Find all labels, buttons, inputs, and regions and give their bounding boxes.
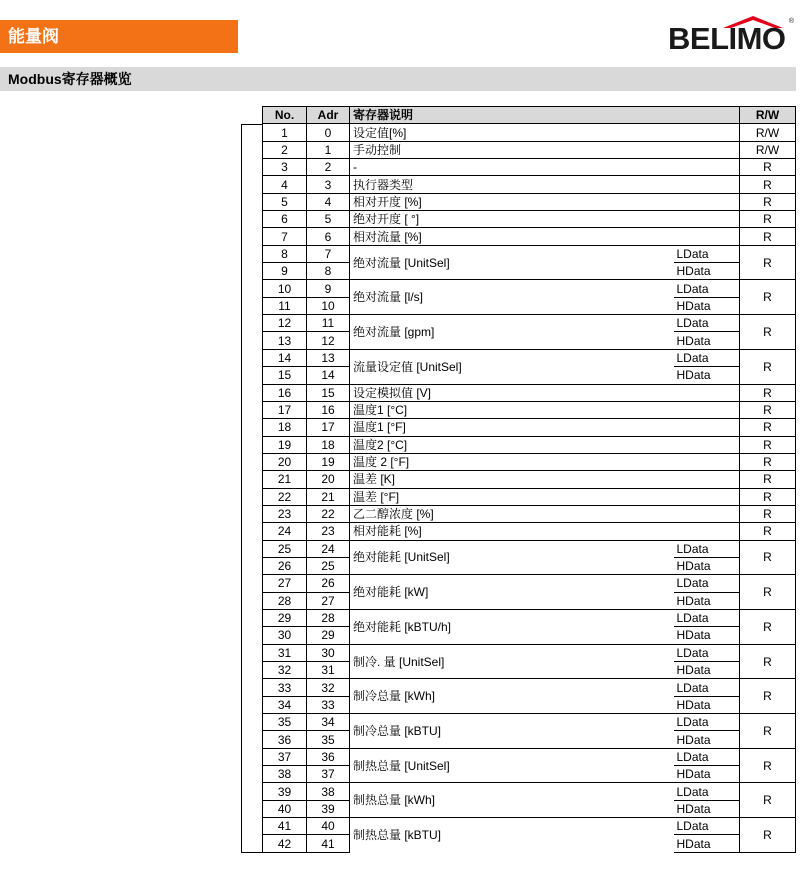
table-row: [263, 349, 796, 366]
access-mode: R: [740, 748, 796, 783]
register-number: 1: [263, 124, 307, 141]
register-number: 18: [263, 419, 307, 436]
table-row: [263, 436, 796, 453]
register-address: 15: [307, 384, 350, 401]
register-address: 12: [307, 332, 350, 349]
register-address: 28: [307, 609, 350, 626]
register-address: 7: [307, 245, 350, 262]
data-part-label: [674, 211, 740, 228]
data-part-label: [674, 384, 740, 401]
register-number: 11: [263, 297, 307, 314]
data-part-label: LData: [674, 315, 740, 332]
register-description: 温度1 [°C]: [350, 401, 674, 418]
data-part-label: HData: [674, 835, 740, 852]
data-part-label: LData: [674, 245, 740, 262]
access-mode: R: [740, 644, 796, 679]
register-number: 19: [263, 436, 307, 453]
table-row: [263, 176, 796, 193]
data-part-label: [674, 159, 740, 176]
register-number: 31: [263, 644, 307, 661]
register-number: 38: [263, 766, 307, 783]
register-number: 8: [263, 245, 307, 262]
register-number: 5: [263, 193, 307, 210]
register-number: 16: [263, 384, 307, 401]
data-part-label: HData: [674, 800, 740, 817]
table-row: [263, 245, 796, 262]
access-mode: R: [740, 280, 796, 315]
register-description: 相对流量 [%]: [350, 228, 674, 245]
access-mode: R: [740, 419, 796, 436]
table-header-row: [263, 107, 796, 124]
table-row: [263, 609, 796, 626]
register-address: 27: [307, 592, 350, 609]
register-number: 20: [263, 453, 307, 470]
registered-mark: ®: [788, 18, 794, 25]
register-description: 绝对流量 [l/s]: [350, 280, 674, 315]
register-description: 设定模拟值 [V]: [350, 384, 674, 401]
register-description: -: [350, 159, 674, 176]
access-mode: R: [740, 159, 796, 176]
data-part-label: LData: [674, 679, 740, 696]
register-address: 26: [307, 575, 350, 592]
access-mode: R/W: [740, 124, 796, 141]
table-row: [263, 644, 796, 661]
register-address: 9: [307, 280, 350, 297]
data-part-label: HData: [674, 332, 740, 349]
register-number: 25: [263, 540, 307, 557]
data-part-label: [674, 505, 740, 522]
data-part-label: LData: [674, 540, 740, 557]
table-row: [263, 540, 796, 557]
register-address: 22: [307, 505, 350, 522]
register-number: 32: [263, 662, 307, 679]
register-description: 手动控制: [350, 141, 674, 158]
register-number: 23: [263, 505, 307, 522]
register-number: 30: [263, 627, 307, 644]
register-description: 绝对流量 [UnitSel]: [350, 245, 674, 280]
register-description: 设定值[%]: [350, 124, 674, 141]
register-description: 制冷总量 [kWh]: [350, 679, 674, 714]
register-number: 21: [263, 471, 307, 488]
register-address: 8: [307, 263, 350, 280]
table-bracket: [241, 124, 263, 853]
access-mode: R: [740, 505, 796, 522]
register-number: 41: [263, 818, 307, 835]
data-part-label: LData: [674, 575, 740, 592]
register-address: 2: [307, 159, 350, 176]
register-number: 10: [263, 280, 307, 297]
table-row: [263, 384, 796, 401]
data-part-label: LData: [674, 644, 740, 661]
register-number: 24: [263, 523, 307, 540]
access-mode: R: [740, 315, 796, 350]
register-description: 绝对能耗 [kW]: [350, 575, 674, 610]
register-address: 30: [307, 644, 350, 661]
register-number: 27: [263, 575, 307, 592]
access-mode: R: [740, 384, 796, 401]
access-mode: R: [740, 540, 796, 575]
register-address: 29: [307, 627, 350, 644]
register-number: 33: [263, 679, 307, 696]
register-description: 绝对流量 [gpm]: [350, 315, 674, 350]
register-description: 制热总量 [kWh]: [350, 783, 674, 818]
data-part-label: HData: [674, 263, 740, 280]
register-number: 42: [263, 835, 307, 852]
register-number: 29: [263, 609, 307, 626]
register-number: 26: [263, 557, 307, 574]
register-number: 37: [263, 748, 307, 765]
register-number: 36: [263, 731, 307, 748]
access-mode: R: [740, 783, 796, 818]
register-address: 18: [307, 436, 350, 453]
register-address: 23: [307, 523, 350, 540]
table-row: [263, 453, 796, 470]
access-mode: R: [740, 193, 796, 210]
data-part-label: [674, 436, 740, 453]
col-header-adr: Adr: [307, 107, 350, 124]
table-row: [263, 315, 796, 332]
register-description: 绝对能耗 [kBTU/h]: [350, 609, 674, 644]
table-row: [263, 505, 796, 522]
col-header-desc: 寄存器说明: [350, 107, 740, 124]
section-title: Modbus寄存器概览: [0, 67, 796, 91]
access-mode: R: [740, 575, 796, 610]
register-number: 14: [263, 349, 307, 366]
register-address: 32: [307, 679, 350, 696]
register-description: 执行器类型: [350, 176, 674, 193]
register-number: 39: [263, 783, 307, 800]
register-description: 温差 [°F]: [350, 488, 674, 505]
data-part-label: HData: [674, 627, 740, 644]
table-row: [263, 159, 796, 176]
register-description: 温度2 [°C]: [350, 436, 674, 453]
data-part-label: [674, 488, 740, 505]
data-part-label: [674, 176, 740, 193]
register-description: 制热总量 [UnitSel]: [350, 748, 674, 783]
register-number: 2: [263, 141, 307, 158]
register-address: 33: [307, 696, 350, 713]
register-address: 25: [307, 557, 350, 574]
register-number: 9: [263, 263, 307, 280]
access-mode: R: [740, 818, 796, 853]
data-part-label: LData: [674, 609, 740, 626]
register-address: 6: [307, 228, 350, 245]
table-row: [263, 679, 796, 696]
table-row: [263, 228, 796, 245]
register-description: 相对能耗 [%]: [350, 523, 674, 540]
register-number: 15: [263, 367, 307, 384]
register-address: 36: [307, 748, 350, 765]
access-mode: R: [740, 714, 796, 749]
register-address: 4: [307, 193, 350, 210]
register-number: 40: [263, 800, 307, 817]
data-part-label: [674, 124, 740, 141]
access-mode: R: [740, 349, 796, 384]
register-address: 20: [307, 471, 350, 488]
access-mode: R: [740, 401, 796, 418]
access-mode: R: [740, 471, 796, 488]
table-row: [263, 783, 796, 800]
register-address: 5: [307, 211, 350, 228]
access-mode: R: [740, 679, 796, 714]
data-part-label: LData: [674, 280, 740, 297]
register-number: 13: [263, 332, 307, 349]
register-address: 34: [307, 714, 350, 731]
table-row: [263, 748, 796, 765]
table-row: [263, 124, 796, 141]
data-part-label: HData: [674, 592, 740, 609]
data-part-label: [674, 141, 740, 158]
register-number: 17: [263, 401, 307, 418]
table-row: [263, 488, 796, 505]
register-address: 39: [307, 800, 350, 817]
access-mode: R: [740, 523, 796, 540]
data-part-label: [674, 453, 740, 470]
register-address: 40: [307, 818, 350, 835]
register-number: 4: [263, 176, 307, 193]
register-address: 19: [307, 453, 350, 470]
belimo-logo: [668, 14, 796, 54]
data-part-label: [674, 471, 740, 488]
table-row: [263, 471, 796, 488]
logo-wordmark: BELIMO: [668, 21, 786, 56]
data-part-label: LData: [674, 349, 740, 366]
register-description: 乙二醇浓度 [%]: [350, 505, 674, 522]
access-mode: R/W: [740, 141, 796, 158]
register-address: 17: [307, 419, 350, 436]
register-address: 37: [307, 766, 350, 783]
access-mode: R: [740, 453, 796, 470]
register-description: 制冷. 量 [UnitSel]: [350, 644, 674, 679]
col-header-no: No.: [263, 107, 307, 124]
register-number: 35: [263, 714, 307, 731]
register-number: 28: [263, 592, 307, 609]
register-description: 相对开度 [%]: [350, 193, 674, 210]
register-address: 14: [307, 367, 350, 384]
table-row: [263, 575, 796, 592]
register-address: 16: [307, 401, 350, 418]
data-part-label: HData: [674, 367, 740, 384]
table-row: [263, 211, 796, 228]
register-address: 1: [307, 141, 350, 158]
data-part-label: [674, 193, 740, 210]
register-description: 绝对开度 [ °]: [350, 211, 674, 228]
register-address: 21: [307, 488, 350, 505]
page-title: 能量阀: [0, 20, 238, 53]
register-address: 24: [307, 540, 350, 557]
register-table: [262, 106, 796, 853]
table-row: [263, 714, 796, 731]
table-row: [263, 523, 796, 540]
access-mode: R: [740, 245, 796, 280]
register-address: 35: [307, 731, 350, 748]
data-part-label: HData: [674, 766, 740, 783]
register-description: 流量设定值 [UnitSel]: [350, 349, 674, 384]
data-part-label: HData: [674, 557, 740, 574]
data-part-label: LData: [674, 818, 740, 835]
table-row: [263, 401, 796, 418]
register-address: 3: [307, 176, 350, 193]
register-number: 7: [263, 228, 307, 245]
register-description: 制冷总量 [kBTU]: [350, 714, 674, 749]
data-part-label: LData: [674, 714, 740, 731]
table-row: [263, 280, 796, 297]
data-part-label: HData: [674, 696, 740, 713]
access-mode: R: [740, 211, 796, 228]
data-part-label: [674, 419, 740, 436]
data-part-label: HData: [674, 731, 740, 748]
register-address: 0: [307, 124, 350, 141]
access-mode: R: [740, 176, 796, 193]
table-row: [263, 193, 796, 210]
access-mode: R: [740, 228, 796, 245]
register-number: 6: [263, 211, 307, 228]
register-description: 制热总量 [kBTU]: [350, 818, 674, 853]
register-description: 绝对能耗 [UnitSel]: [350, 540, 674, 575]
register-number: 3: [263, 159, 307, 176]
data-part-label: LData: [674, 783, 740, 800]
data-part-label: [674, 228, 740, 245]
register-address: 31: [307, 662, 350, 679]
data-part-label: [674, 401, 740, 418]
data-part-label: HData: [674, 662, 740, 679]
data-part-label: LData: [674, 748, 740, 765]
register-description: 温度 2 [°F]: [350, 453, 674, 470]
register-address: 11: [307, 315, 350, 332]
data-part-label: [674, 523, 740, 540]
access-mode: R: [740, 436, 796, 453]
register-number: 34: [263, 696, 307, 713]
register-address: 38: [307, 783, 350, 800]
register-address: 10: [307, 297, 350, 314]
register-address: 41: [307, 835, 350, 852]
access-mode: R: [740, 488, 796, 505]
col-header-rw: R/W: [740, 107, 796, 124]
register-description: 温差 [K]: [350, 471, 674, 488]
access-mode: R: [740, 609, 796, 644]
register-number: 12: [263, 315, 307, 332]
table-row: [263, 419, 796, 436]
register-address: 13: [307, 349, 350, 366]
table-row: [263, 141, 796, 158]
register-description: 温度1 [°F]: [350, 419, 674, 436]
register-number: 22: [263, 488, 307, 505]
table-row: [263, 818, 796, 835]
data-part-label: HData: [674, 297, 740, 314]
